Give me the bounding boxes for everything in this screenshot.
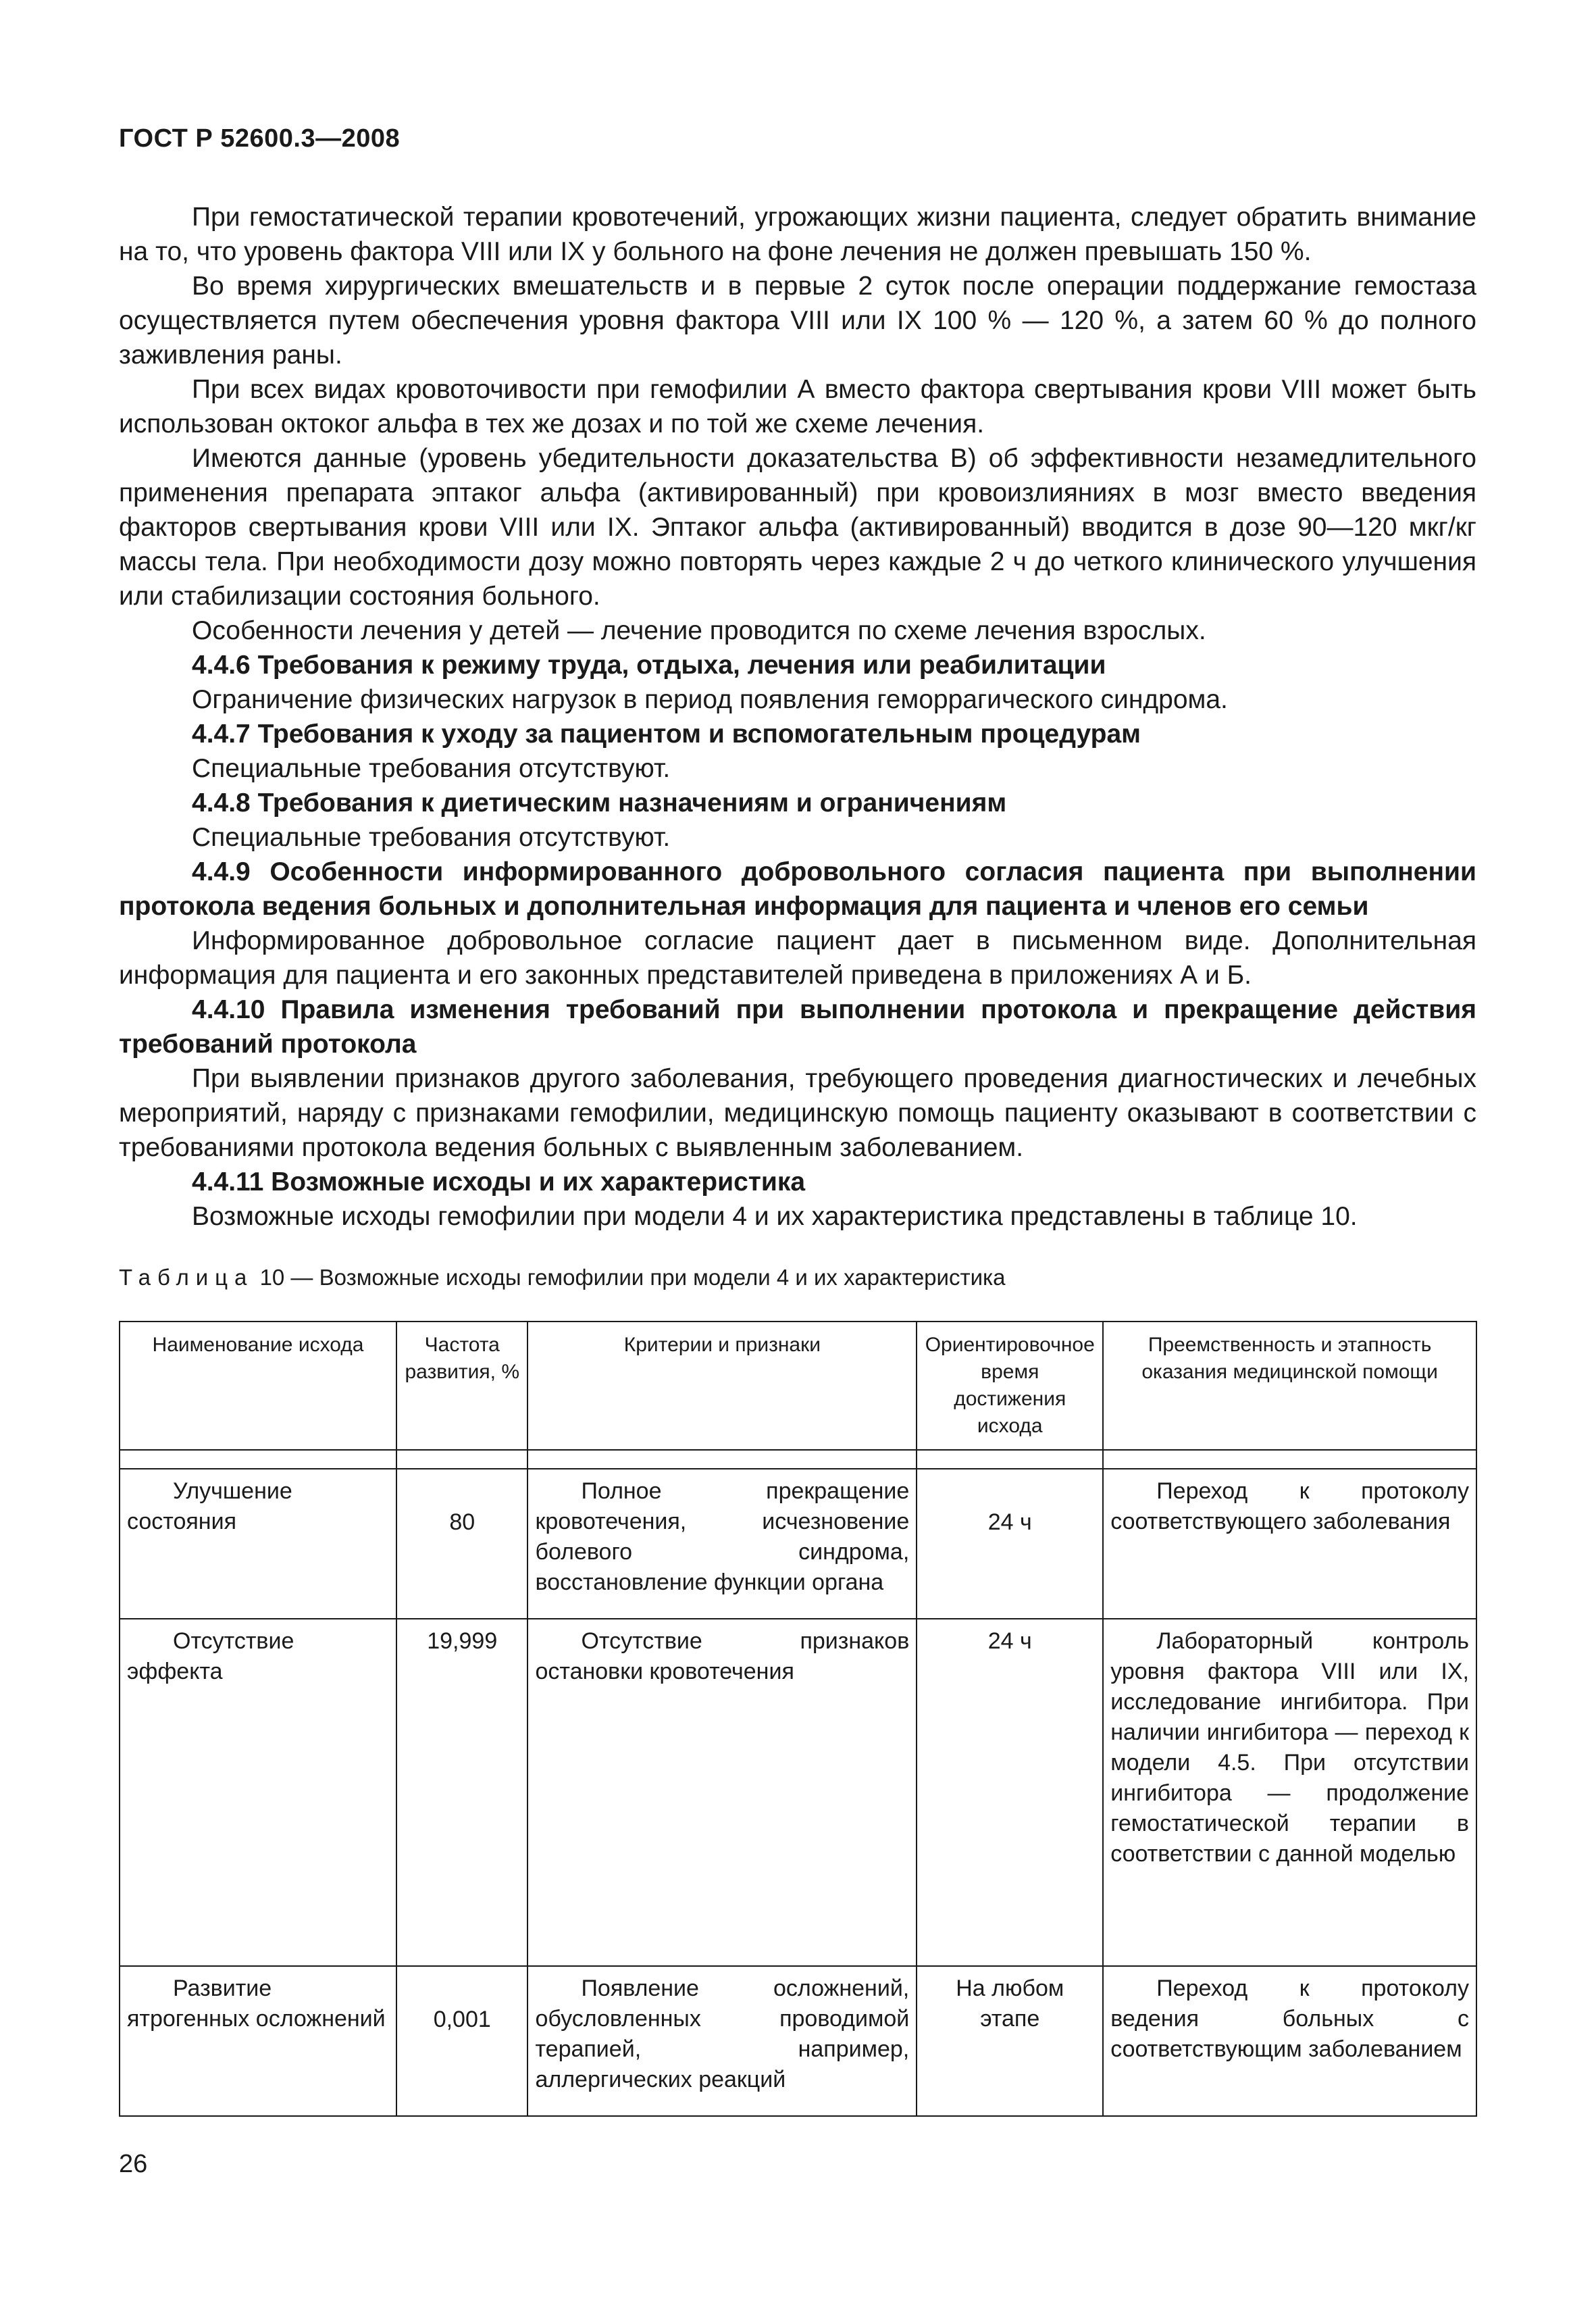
cell-criteria: Отсутствие признаков остановки кровотечения — [527, 1619, 917, 1966]
cell-time: На любом этапе — [917, 1966, 1103, 2116]
cell-outcome-name: Развитие ятрогенных осложнений — [120, 1966, 396, 2116]
table-caption-text: 10 — Возможные исходы гемофилии при модели 4 и их характеристика — [259, 1265, 1006, 1290]
cell-outcome-name: Отсутствие эффекта — [120, 1619, 396, 1966]
cell-continuity: Переход к протоколу ведения больных с соответствующим заболеванием — [1103, 1966, 1476, 2116]
cell-frequency: 80 — [396, 1469, 527, 1619]
table-caption — [119, 1262, 1006, 1293]
paragraph: При всех видах кровоточивости при гемофилии А вместо фактора свертывания крови VIII может быть использован октоког альфа в тех же дозах и по той же схеме лечения. — [119, 375, 1476, 438]
body-text — [119, 200, 1476, 1234]
cell-time: 24 ч — [917, 1619, 1103, 1966]
cell-outcome-name: Улучшение состояния — [120, 1469, 396, 1619]
page-number: 26 — [119, 2150, 148, 2178]
table-row — [120, 1966, 1476, 2116]
header-time: Ориентировочное время достижения исхода — [917, 1322, 1103, 1450]
table-spacer-row — [120, 1450, 1476, 1469]
header-criteria: Критерии и признаки — [527, 1322, 917, 1450]
section-heading-4-4-9: 4.4.9 Особенности информированного добровольного согласия пациента при выполнении протокола ведения больных и дополнительная информация для пациента и членов его семьи — [119, 857, 1476, 921]
cell-frequency: 0,001 — [396, 1966, 527, 2116]
document-code-header: ГОСТ Р 52600.3—2008 — [119, 124, 401, 153]
section-heading-4-4-8: 4.4.8 Требования к диетическим назначениям и ограничениям — [192, 788, 1007, 818]
table-header-row — [120, 1322, 1476, 1450]
section-heading-4-4-6: 4.4.6 Требования к режиму труда, отдыха, лечения или реабилитации — [192, 651, 1106, 680]
header-continuity: Преемственность и этапность оказания медицинской помощи — [1103, 1322, 1476, 1450]
cell-time: 24 ч — [917, 1469, 1103, 1619]
spacer-cell — [1103, 1450, 1476, 1469]
cell-criteria: Появление осложнений, обусловленных проводимой терапией, например, аллергических реакций — [527, 1966, 917, 2116]
section-text: Информированное добровольное согласие пациент дает в письменном виде. Дополнительная информация для пациента и его законных представителей приведена в приложениях А и Б. — [119, 926, 1476, 990]
cell-frequency: 19,999 — [396, 1619, 527, 1966]
spacer-cell — [917, 1450, 1103, 1469]
table-row — [120, 1469, 1476, 1619]
header-frequency: Частота развития, % — [396, 1322, 527, 1450]
paragraph: Имеются данные (уровень убедительности доказательства В) об эффективности незамедлительного применения препарата эптаког альфа (активированный) при кровоизлияниях в мозг вместо введения факторов свертывания крови VIII или IX. Эптаког альфа (активированный) вводится в дозе 90—120 мкг/кг массы тела. При необходимости дозу можно повторять через каждые 2 ч до четкого клинического улучшения или стабилизации состояния больного. — [119, 444, 1476, 611]
outcomes-table — [119, 1321, 1477, 2117]
section-text: Ограничение физических нагрузок в период появления геморрагического синдрома. — [192, 685, 1228, 714]
table-row — [120, 1619, 1476, 1966]
section-heading-4-4-7: 4.4.7 Требования к уходу за пациентом и вспомогательным процедурам — [192, 720, 1141, 749]
spacer-cell — [396, 1450, 527, 1469]
cell-continuity: Переход к протоколу соответствующего заболевания — [1103, 1469, 1476, 1619]
section-text: Возможные исходы гемофилии при модели 4 и их характеристика представлены в таблице 10. — [192, 1202, 1358, 1231]
cell-criteria: Полное прекращение кровотечения, исчезновение болевого синдрома, восстановление функции органа — [527, 1469, 917, 1619]
section-heading-4-4-10: 4.4.10 Правила изменения требований при выполнении протокола и прекращение действия требований протокола — [119, 995, 1476, 1059]
section-text: При выявлении признаков другого заболевания, требующего проведения диагностических и лечебных мероприятий, наряду с признаками гемофилии, медицинскую помощь пациенту оказывают в соответствии с требованиями протокола ведения больных с выявленным заболеванием. — [119, 1064, 1476, 1162]
paragraph: При гемостатической терапии кровотечений, угрожающих жизни пациента, следует обратить внимание на то, что уровень фактора VIII или IX у больного на фоне лечения не должен превышать 150 %. — [119, 203, 1476, 266]
section-text: Специальные требования отсутствуют. — [192, 823, 671, 852]
paragraph: Особенности лечения у детей — лечение проводится по схеме лечения взрослых. — [192, 616, 1206, 645]
paragraph: Во время хирургических вмешательств и в первые 2 суток после операции поддержание гемостаза осуществляется путем обеспечения уровня фактора VIII или IX 100 % — 120 %, а затем 60 % до полного заживления раны. — [119, 272, 1476, 370]
spacer-cell — [120, 1450, 396, 1469]
table-caption-label: Таблица — [119, 1265, 254, 1290]
cell-continuity: Лабораторный контроль уровня фактора VIII или IX, исследование ингибитора. При наличии ингибитора — переход к модели 4.5. При отсутствии ингибитора — продолжение гемостатической терапии в соответствии с данной моделью — [1103, 1619, 1476, 1966]
header-outcome-name: Наименование исхода — [120, 1322, 396, 1450]
section-heading-4-4-11: 4.4.11 Возможные исходы и их характеристика — [192, 1167, 806, 1197]
spacer-cell — [527, 1450, 917, 1469]
section-text: Специальные требования отсутствуют. — [192, 754, 671, 783]
